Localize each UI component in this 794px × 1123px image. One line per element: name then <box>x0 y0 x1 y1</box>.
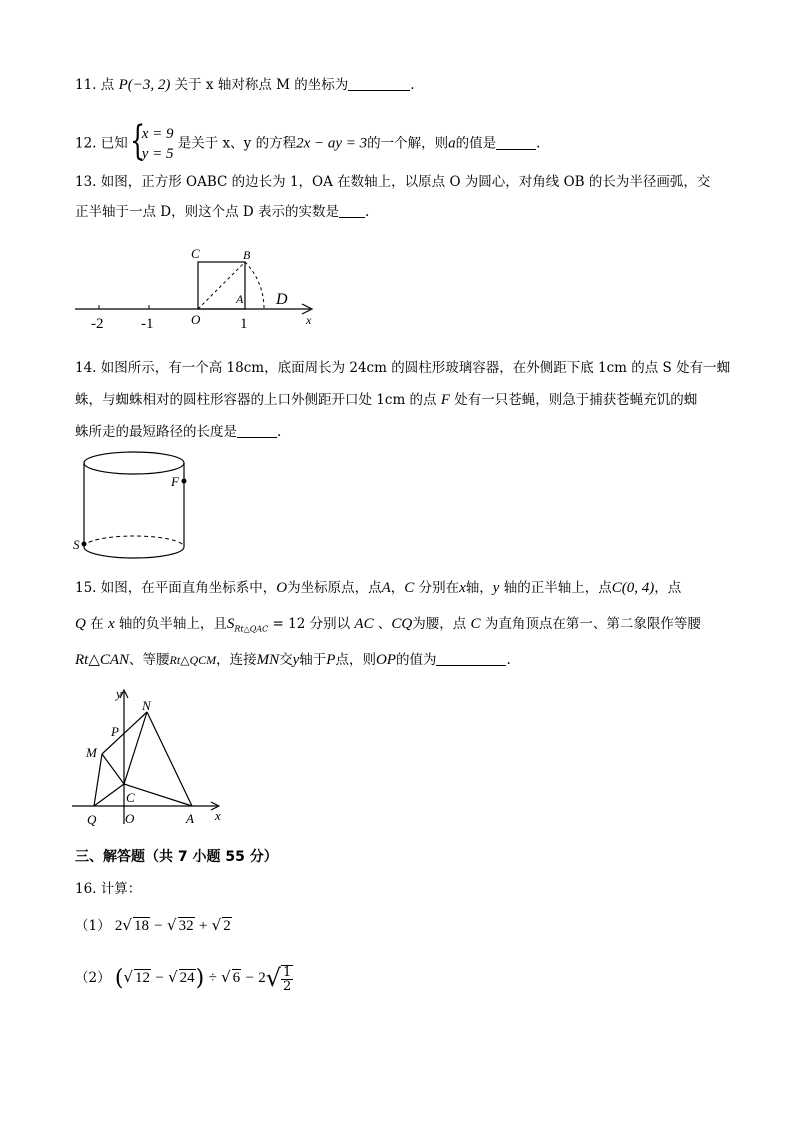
coefficient: 2 <box>114 918 123 934</box>
label-A: A <box>236 292 244 306</box>
operator: − <box>245 970 254 986</box>
segment-MC <box>102 754 124 784</box>
fraction <box>281 965 293 993</box>
label-C: C <box>191 246 200 261</box>
q13-end: . <box>365 204 370 220</box>
segment-QM <box>94 754 102 806</box>
q15-area-S: S <box>226 616 235 632</box>
q15-AC: AC <box>354 616 374 632</box>
q16-part1 <box>75 913 232 938</box>
q15-text: 交 <box>279 652 293 668</box>
q12-equation-system <box>129 118 176 164</box>
radicand: 18 <box>133 918 149 934</box>
q15-triangle-QCM: Rt△QCM <box>169 653 217 667</box>
fraction-numerator: 1 <box>283 964 292 980</box>
tick-label-neg2: -2 <box>91 316 104 332</box>
q14-line2-text-a: 蛛，与蜘蛛相对的圆柱形容器的上口外侧距开口处 1cm 的点 <box>75 392 441 408</box>
sqrt-icon: √ <box>122 916 132 934</box>
q15-Q: Q <box>75 616 86 632</box>
q12-text1: 已知 <box>100 135 128 152</box>
label-M: M <box>86 745 97 760</box>
q11-text: 点 <box>100 77 119 93</box>
q12-answer-blank[interactable] <box>496 135 536 150</box>
point-S-dot <box>82 542 87 547</box>
cylinder-bottom-back <box>84 536 184 547</box>
q14-point-F: F <box>440 392 450 408</box>
radicand: 24 <box>179 970 195 986</box>
q15-text: 的值为 <box>395 652 437 668</box>
sqrt-icon: √ <box>168 968 178 986</box>
cylinder-bottom-front <box>84 547 184 558</box>
left-brace-icon: { <box>129 118 146 164</box>
point-F-dot <box>182 479 187 484</box>
q11-end: . <box>410 77 415 93</box>
q12-variable-a: a <box>448 135 456 152</box>
q15-line2 <box>75 614 701 640</box>
q15-line3 <box>75 650 511 670</box>
q16-part1-label: （1） <box>75 918 111 934</box>
q15-text: ，连接 <box>216 652 257 668</box>
q14-line1: 14. 如图所示，有一个高 18cm，底面周长为 24cm 的圆柱形玻璃容器，在外侧距下底 1cm 的点 S 处有一蜘 <box>75 360 731 376</box>
q15-A: A <box>381 580 391 596</box>
arc-BD <box>245 262 264 309</box>
q15-text: 轴的正半轴上，点 <box>499 580 612 596</box>
q15-P: P <box>326 652 336 668</box>
q15-CQ: CQ <box>391 616 413 632</box>
label-P: P <box>111 724 119 739</box>
radicand: 2 <box>223 918 231 934</box>
q14-line3-text: 蛛所走的最短路径的长度是 <box>75 424 237 440</box>
fraction-denominator: 2 <box>283 978 292 994</box>
q12-end: . <box>536 135 541 152</box>
q13-figure-number-line <box>70 240 330 332</box>
label-Q: Q <box>87 812 97 827</box>
q15-OP: OP <box>375 652 396 668</box>
q15-text: 、等腰 <box>129 652 170 668</box>
q13-line2-text: 正半轴于一点 D，则这个点 D 表示的实数是 <box>75 204 340 220</box>
q16-part2 <box>75 962 293 994</box>
q15-y: y <box>292 652 300 668</box>
label-B: B <box>243 248 251 262</box>
label-O: O <box>125 811 135 826</box>
q15-text: 轴， <box>465 580 493 596</box>
q15-text: 分别在 <box>414 580 460 596</box>
left-paren-icon: ( <box>114 966 124 991</box>
q15-text: 为直角顶点在第一、第二象限作等腰 <box>480 616 701 632</box>
q14-figure-cylinder <box>70 446 195 568</box>
label-A: A <box>186 811 194 826</box>
label-F: F <box>171 474 179 489</box>
q15-MN: MN <box>256 652 280 668</box>
label-O: O <box>191 312 201 327</box>
q16-title: 16. 计算： <box>75 881 142 897</box>
q13-line2 <box>75 202 369 222</box>
sqrt-icon: √ <box>167 916 177 934</box>
q12-equation: 2x − ay = 3 <box>296 135 368 152</box>
segment-QC <box>94 784 124 806</box>
q15-text: 15. 如图，在平面直角坐标系中， <box>75 580 277 596</box>
segment-AN <box>147 712 192 806</box>
q15-O: O <box>276 580 288 596</box>
label-y: y <box>116 686 122 701</box>
tick-label-neg1: -1 <box>141 316 154 332</box>
q15-x: x <box>459 580 466 596</box>
q15-text: 点，则 <box>335 652 376 668</box>
q11-text2: 关于 x 轴对称点 M 的坐标为 <box>170 77 349 93</box>
section-title: 三、解答题（共 7 小题 55 分） <box>75 849 278 865</box>
q12-text4: 的值是 <box>455 135 497 152</box>
label-x: x <box>215 808 221 823</box>
q15-text: 、 <box>373 616 392 632</box>
radicand: 6 <box>232 970 241 986</box>
sqrt-icon: √ <box>211 916 222 934</box>
operator: − <box>155 970 164 986</box>
radicand: 32 <box>178 918 194 934</box>
q12-eq1: x = 9 <box>141 126 174 142</box>
q15-text: = 12 分别以 <box>268 616 355 632</box>
q15-text: ， <box>390 580 405 596</box>
q15-area-subscript: Rt△QAC <box>234 624 269 634</box>
q15-text: 为腰，点 <box>412 616 471 632</box>
label-C: C <box>126 790 135 805</box>
operator: − <box>154 918 163 934</box>
sqrt-icon: √ <box>265 964 282 992</box>
q15-figure-coordinate-system <box>72 686 232 828</box>
question-12 <box>75 118 541 164</box>
label-S: S <box>73 537 80 552</box>
q12-eq2: y = 5 <box>141 146 174 162</box>
q15-line1 <box>75 578 681 598</box>
q14-line2-text-b: 处有一只苍蝇，则急于捕获苍蝇充饥的蜘 <box>450 392 698 408</box>
label-D: D <box>276 291 288 308</box>
q15-C: C <box>470 616 481 632</box>
operator: ÷ <box>208 970 217 986</box>
q11-answer-blank[interactable] <box>348 76 410 91</box>
q14-answer-blank[interactable] <box>237 423 277 438</box>
q15-point-C: C(0, 4) <box>611 580 655 596</box>
q15-answer-blank[interactable] <box>436 651 506 666</box>
coefficient: 2 <box>258 970 266 986</box>
q14-line3 <box>75 422 281 442</box>
q15-end: . <box>506 652 511 668</box>
q11-number: 11. <box>75 77 101 93</box>
q15-text: 为坐标原点，点 <box>287 580 382 596</box>
q13-answer-blank[interactable] <box>339 203 365 218</box>
cylinder-top <box>84 452 184 474</box>
q15-x: x <box>107 616 115 632</box>
q12-text2: 是关于 x、y 的方程 <box>177 135 297 152</box>
sqrt-icon: √ <box>123 968 134 986</box>
q13-line1: 13. 如图，正方形 OABC 的边长为 1，OA 在数轴上，以原点 O 为圆心，对角线 OB 的长为半径画弧，交 <box>75 174 711 190</box>
q11-point: P(−3, 2) <box>118 77 171 93</box>
tick-label-1: 1 <box>240 316 248 332</box>
q15-text: ，点 <box>654 580 682 596</box>
q15-text: 轴的负半轴上，且 <box>114 616 227 632</box>
sqrt-icon: √ <box>221 968 231 986</box>
radicand: 12 <box>135 970 151 986</box>
q14-end: . <box>277 424 282 440</box>
q15-y: y <box>492 580 500 596</box>
q14-line2 <box>75 390 697 410</box>
q16-part2-label: （2） <box>75 970 111 986</box>
right-paren-icon: ) <box>195 966 205 991</box>
q12-text3: 的一个解，则 <box>367 135 449 152</box>
label-x: x <box>306 313 312 327</box>
operator: + <box>198 918 208 934</box>
q12-number: 12. <box>75 135 101 152</box>
q15-C: C <box>404 580 415 596</box>
label-N: N <box>142 698 151 713</box>
question-11 <box>75 75 415 95</box>
q15-triangle-CAN: Rt△CAN <box>75 652 130 668</box>
q15-text: 轴于 <box>299 652 327 668</box>
q15-text: 在 <box>85 616 108 632</box>
